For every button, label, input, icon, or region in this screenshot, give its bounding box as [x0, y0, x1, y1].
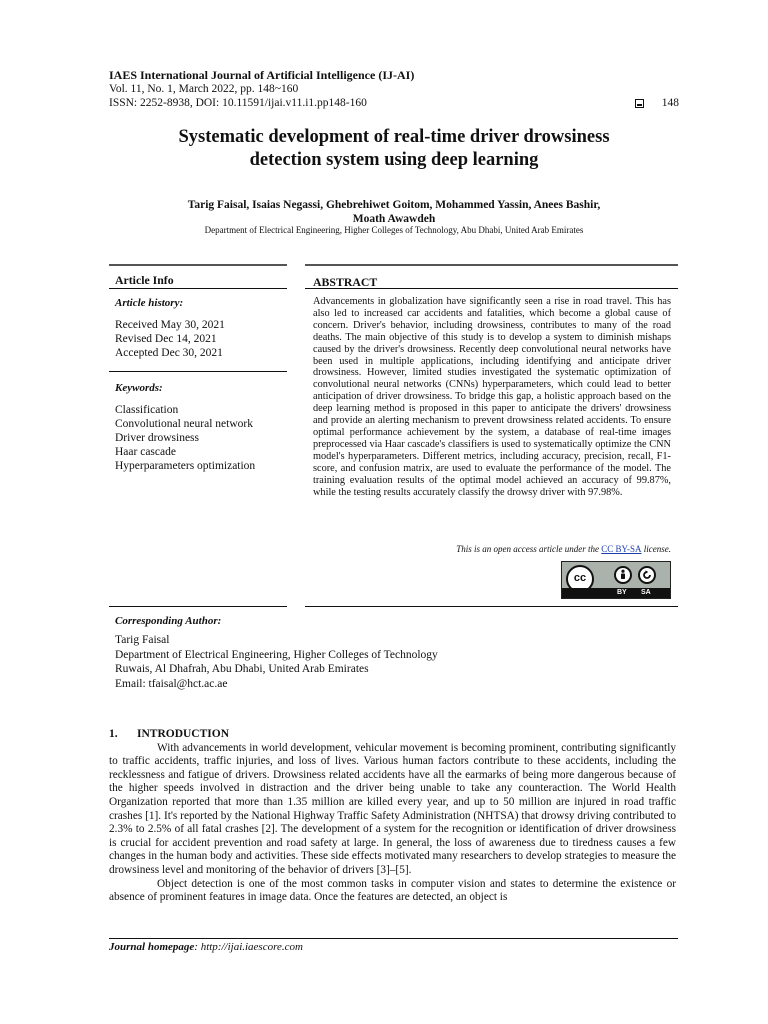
author-email: Email: tfaisal@hct.ac.ae	[115, 678, 228, 691]
journal-homepage-link[interactable]: http://ijai.iaescore.com	[200, 941, 303, 953]
volume-info: Vol. 11, No. 1, March 2022, pp. 148~160	[109, 83, 299, 95]
license-suffix: license.	[641, 544, 671, 554]
intro-paragraph: Object detection is one of the most common tasks in computer vision and states to determine the existence or absence of prominent features in image data. Once the features are detected, an object is	[109, 877, 676, 904]
intro-paragraph: With advancements in world development, vehicular movement is becoming prominent, contributing significantly to traffic accidents, traffic injuries, and loss of lives. Various human factors contribute to these accidents, including the recklessness and fatigue of drivers. Drowsiness related accidents have all the earmarks of being more dangerous because of the higher speeds involved in distraction and the driver being unable to take any counteraction. The World Health Organization reported that more than 1.35 million are killed every year, and up to 50 million are injured in road traffic crashes [1]. It's reported by the National Highway Traffic Safety Administration (NHTSA) that drowsy driving contributed to 2.3% to 2.5% of all fatal crashes [2]. The development of a system for the recognition or identification of driver drowsiness is crucial for accident prevention and road safety at large. In general, the loss of awareness due to tiredness causes a few changes in the human body and activities. These side effects motivated many researchers to develop strategies to measure the drowsiness level and monitoring of the behavior of drivers [3]–[5].	[109, 741, 676, 876]
keywords-block	[115, 381, 290, 473]
license-note	[313, 544, 671, 554]
paper-title	[109, 126, 679, 172]
journal-title: IAES International Journal of Artificial Intelligence (IJ-AI)	[109, 68, 415, 82]
divider	[305, 264, 678, 266]
journal-header	[109, 68, 679, 110]
divider	[305, 606, 678, 607]
person-icon-glyph	[616, 568, 630, 582]
footer-sep: :	[194, 941, 201, 953]
title-line: detection system using deep learning	[249, 150, 539, 170]
keyword-item: Driver drowsiness	[115, 432, 199, 444]
title-line: Systematic development of real-time driver drowsiness	[178, 127, 610, 147]
footer-divider	[109, 938, 678, 939]
cc-by-sa-badge[interactable]	[561, 561, 671, 599]
corresponding-heading: Corresponding Author:	[115, 615, 222, 627]
abstract-heading	[313, 273, 377, 291]
article-history	[115, 296, 290, 360]
revised-date: Revised Dec 14, 2021	[115, 333, 217, 345]
authors-line: Tarig Faisal, Isaias Negassi, Ghebrehiwet Goitom, Mohammed Yassin, Anees Bashir,	[187, 199, 601, 211]
license-link[interactable]: CC BY-SA	[601, 544, 642, 554]
affiliation: Department of Electrical Engineering, Higher Colleges of Technology, Abu Dhabi, United Arab Emirates	[204, 225, 584, 235]
keyword-item: Hyperparameters optimization	[115, 460, 256, 472]
share-alike-glyph	[640, 568, 654, 582]
badge-sa-label: SA	[641, 589, 651, 596]
section-heading	[109, 728, 676, 742]
page-number: 148	[661, 97, 679, 109]
divider	[109, 606, 287, 607]
keyword-item: Convolutional neural network	[115, 418, 253, 430]
footer-label: Journal homepage	[109, 941, 195, 953]
accepted-date: Accepted Dec 30, 2021	[115, 347, 223, 359]
journal-footer	[109, 941, 303, 953]
keywords-heading: Keywords:	[115, 382, 163, 394]
keyword-item: Haar cascade	[115, 446, 176, 458]
person-icon	[614, 566, 632, 584]
introduction-section	[109, 728, 676, 905]
authors-line: Moath Awawdeh	[352, 213, 436, 225]
badge-strip	[562, 588, 670, 598]
author-list	[109, 198, 679, 226]
article-info-label: Article Info	[115, 273, 174, 287]
divider	[109, 288, 287, 289]
corresponding-author	[115, 614, 675, 692]
journal-square-icon	[635, 99, 644, 108]
history-heading: Article history:	[115, 297, 184, 309]
received-date: Received May 30, 2021	[115, 319, 225, 331]
share-alike-icon	[638, 566, 656, 584]
keyword-item: Classification	[115, 404, 179, 416]
cc-logo-icon: cc	[566, 565, 594, 593]
issn-doi: ISSN: 2252-8938, DOI: 10.11591/ijai.v11.i1.pp148-160	[109, 97, 367, 109]
author-name: Tarig Faisal	[115, 633, 170, 646]
author-address: Ruwais, Al Dhafrah, Abu Dhabi, United Arab Emirates	[115, 663, 369, 676]
author-department: Department of Electrical Engineering, Higher Colleges of Technology	[115, 648, 438, 661]
section-number: 1.	[109, 728, 118, 740]
divider	[109, 371, 287, 372]
badge-by-label: BY	[617, 589, 627, 596]
license-prefix: This is an open access article under the	[456, 544, 602, 554]
abstract-label: ABSTRACT	[313, 275, 378, 289]
abstract-text: Advancements in globalization have significantly seen a rise in road travel. This has also led to increased car accidents and fatalities, which become a global cause of concern. Driver's behavior, including drowsiness, contributes to many of the road deaths. The main objective of this study is to develop a system to diminish mishaps caused by the driver's drowsiness. Recently deep convolutional neural networks have been used in multiple applications, including identifying and anticipate driver drowsiness. However, limited studies investigated the systematic optimization of convolutional neural networks (CNNs) hyperparameters, which could lead to better anticipation of driver drowsiness. To bridge this gap, a holistic approach based on the deep learning method is proposed in this paper to anticipate the drivers' drowsiness and provide an alerting mechanism to prevent drowsiness related accidents. To ensure optimal performance achievement by the system, a database of real-time images preprocessed via Haar cascade's classifiers is used to systematically optimize the CNN model's hyperparameters. Different metrics, including accuracy, precision, recall, F1-score, and confusion matrix, are used to evaluate the performance of the model. The training evaluation results of the optimal model achieved an accuracy of 99.87%, while the testing results accurately classify the drowsy driver with 97.98%.	[313, 296, 671, 498]
article-info-heading	[115, 273, 290, 288]
divider	[109, 264, 287, 266]
section-title: INTRODUCTION	[137, 728, 230, 740]
